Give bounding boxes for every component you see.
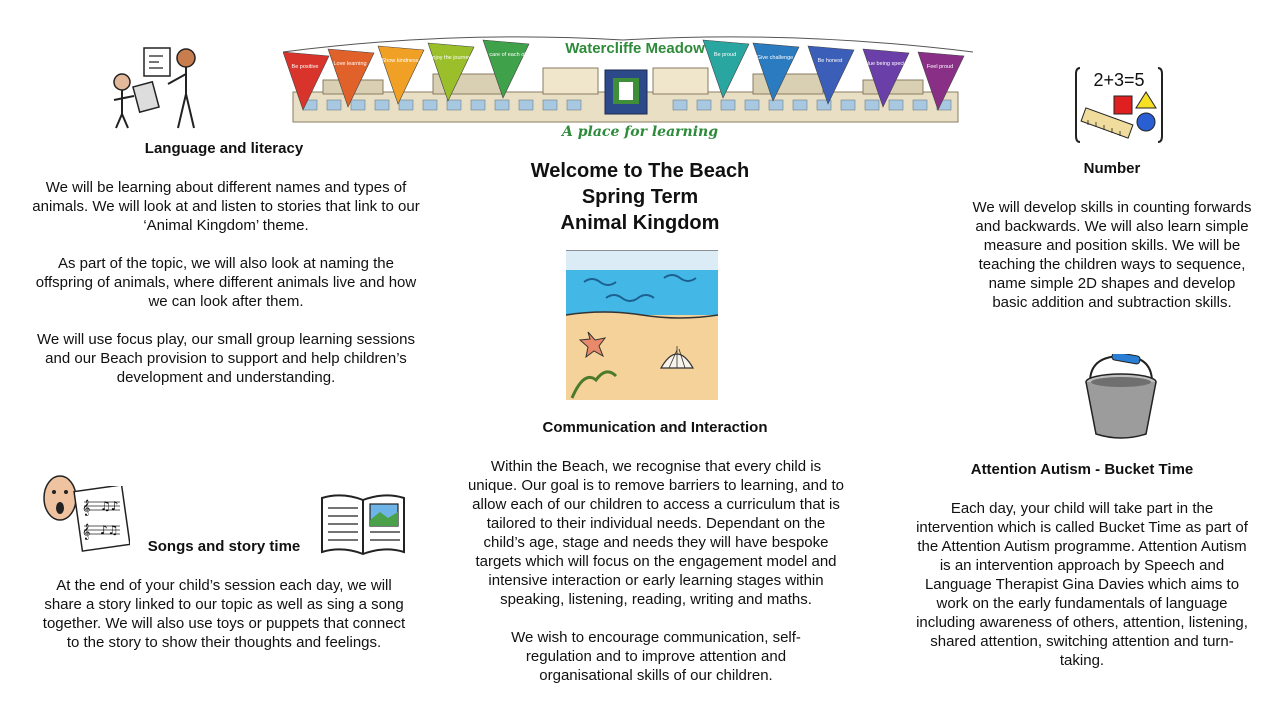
language-paragraph-3: We will use focus play, our small group learning sessions and our Beach provision to support and help children’s development and understanding. (37, 331, 415, 386)
bucket-icon (1082, 354, 1160, 440)
bunting-flag-text: Be proud (713, 52, 737, 58)
bunting-flag-text: Give challenge (756, 55, 794, 61)
bunting-flag (808, 46, 854, 104)
bunting-flags (283, 22, 973, 112)
reading-icon (108, 44, 204, 130)
svg-text:♫♪: ♫♪ (100, 499, 119, 513)
page-title-line-1: Welcome to The Beach (530, 160, 750, 182)
bunting-flag (753, 43, 799, 101)
communication-paragraph-1: Within the Beach, we recognise that every child is unique. Our goal is to remove barriers to learning, and to allow each of our children to access a curriculum that is tailored to their individual needs. Dependant on the child’s age, stage and needs they will have bespoke targets which will focus on the engagement model and intensive interaction or early learning stages within speaking, listening, reading, writing and maths. (467, 458, 845, 608)
number-heading: Number (1083, 160, 1141, 177)
attention-paragraph-1: Each day, your child will take part in the intervention which is called Bucket Time as part of the Attention Autism programme. Attention Autism is an intervention approach by Speech and Language Therapist Gina Davies which aims to work on the early fundamentals of language including awareness of others, attention, listening, shared attention, switching attention and turn-taking. (916, 500, 1248, 669)
songs-heading: Songs and story time (147, 538, 301, 555)
bunting-flag (428, 43, 474, 101)
language-paragraph-1: We will be learning about different names and types of animals. We will look at and listen to stories that link to our ‘Animal Kingdom’ theme. (32, 179, 420, 234)
bunting-flag-text: Be honest (817, 58, 843, 64)
communication-section (466, 457, 846, 685)
page-title-line-2: Spring Term (581, 186, 699, 208)
bunting-flag-text: Take care of each other (476, 52, 534, 58)
bunting-flag-text: Be positive (291, 64, 319, 70)
number-section (972, 198, 1252, 312)
maths-icon-sum: 2+3=5 (1093, 70, 1145, 90)
bunting-flag (328, 49, 374, 107)
bunting-flag (378, 46, 424, 104)
page-title-line-3: Animal Kingdom (560, 212, 720, 234)
bunting-flag (918, 52, 964, 110)
communication-heading: Communication and Interaction (542, 419, 768, 436)
bunting-flag (476, 40, 534, 98)
page-title (490, 158, 790, 236)
bunting-flag-text: Enjoy the journey (428, 55, 472, 61)
school-name: Watercliffe Meadow (565, 40, 705, 57)
attention-section (912, 499, 1252, 670)
language-paragraph-2: As part of the topic, we will also look at naming the offspring of animals, where different animals live and how we can look after them. (35, 255, 417, 310)
svg-text:♪♫: ♪♫ (100, 523, 119, 537)
communication-paragraph-2: We wish to encourage communication, self-regulation and to improve attention and organisational skills of our children. (511, 629, 801, 684)
language-heading: Language and literacy (144, 140, 304, 157)
language-section (28, 178, 424, 387)
bunting-flag (861, 49, 909, 107)
songs-section (36, 576, 412, 652)
open-book-icon (318, 492, 408, 558)
svg-text:𝄞: 𝄞 (82, 500, 91, 516)
maths-icon (1074, 64, 1164, 146)
songs-paragraph-1: At the end of your child’s session each day, we will share a story linked to our topic as well as sing a song together. We will also use toys or puppets that connect to the story to show their thoughts and feelings. (42, 577, 406, 651)
attention-heading: Attention Autism - Bucket Time (970, 461, 1194, 478)
music-sheet-icon (72, 486, 130, 552)
bunting-flag-text: Love learning (333, 61, 367, 67)
number-paragraph-1: We will develop skills in counting forwards and backwards. We will also learn simple measure and position skills. We will be teaching the children ways to sequence, name simple 2D shapes and develop basic addition and subtraction skills. (972, 199, 1252, 311)
bunting-flag-text: Value being special (861, 61, 909, 67)
beach-image (566, 250, 718, 400)
bunting-flag-text: Feel proud (926, 64, 954, 70)
bunting-flag (283, 52, 329, 110)
school-tagline: A place for learning (562, 124, 718, 140)
bunting-flag-text: Show kindness (381, 58, 419, 64)
svg-text:𝄞: 𝄞 (82, 524, 91, 540)
